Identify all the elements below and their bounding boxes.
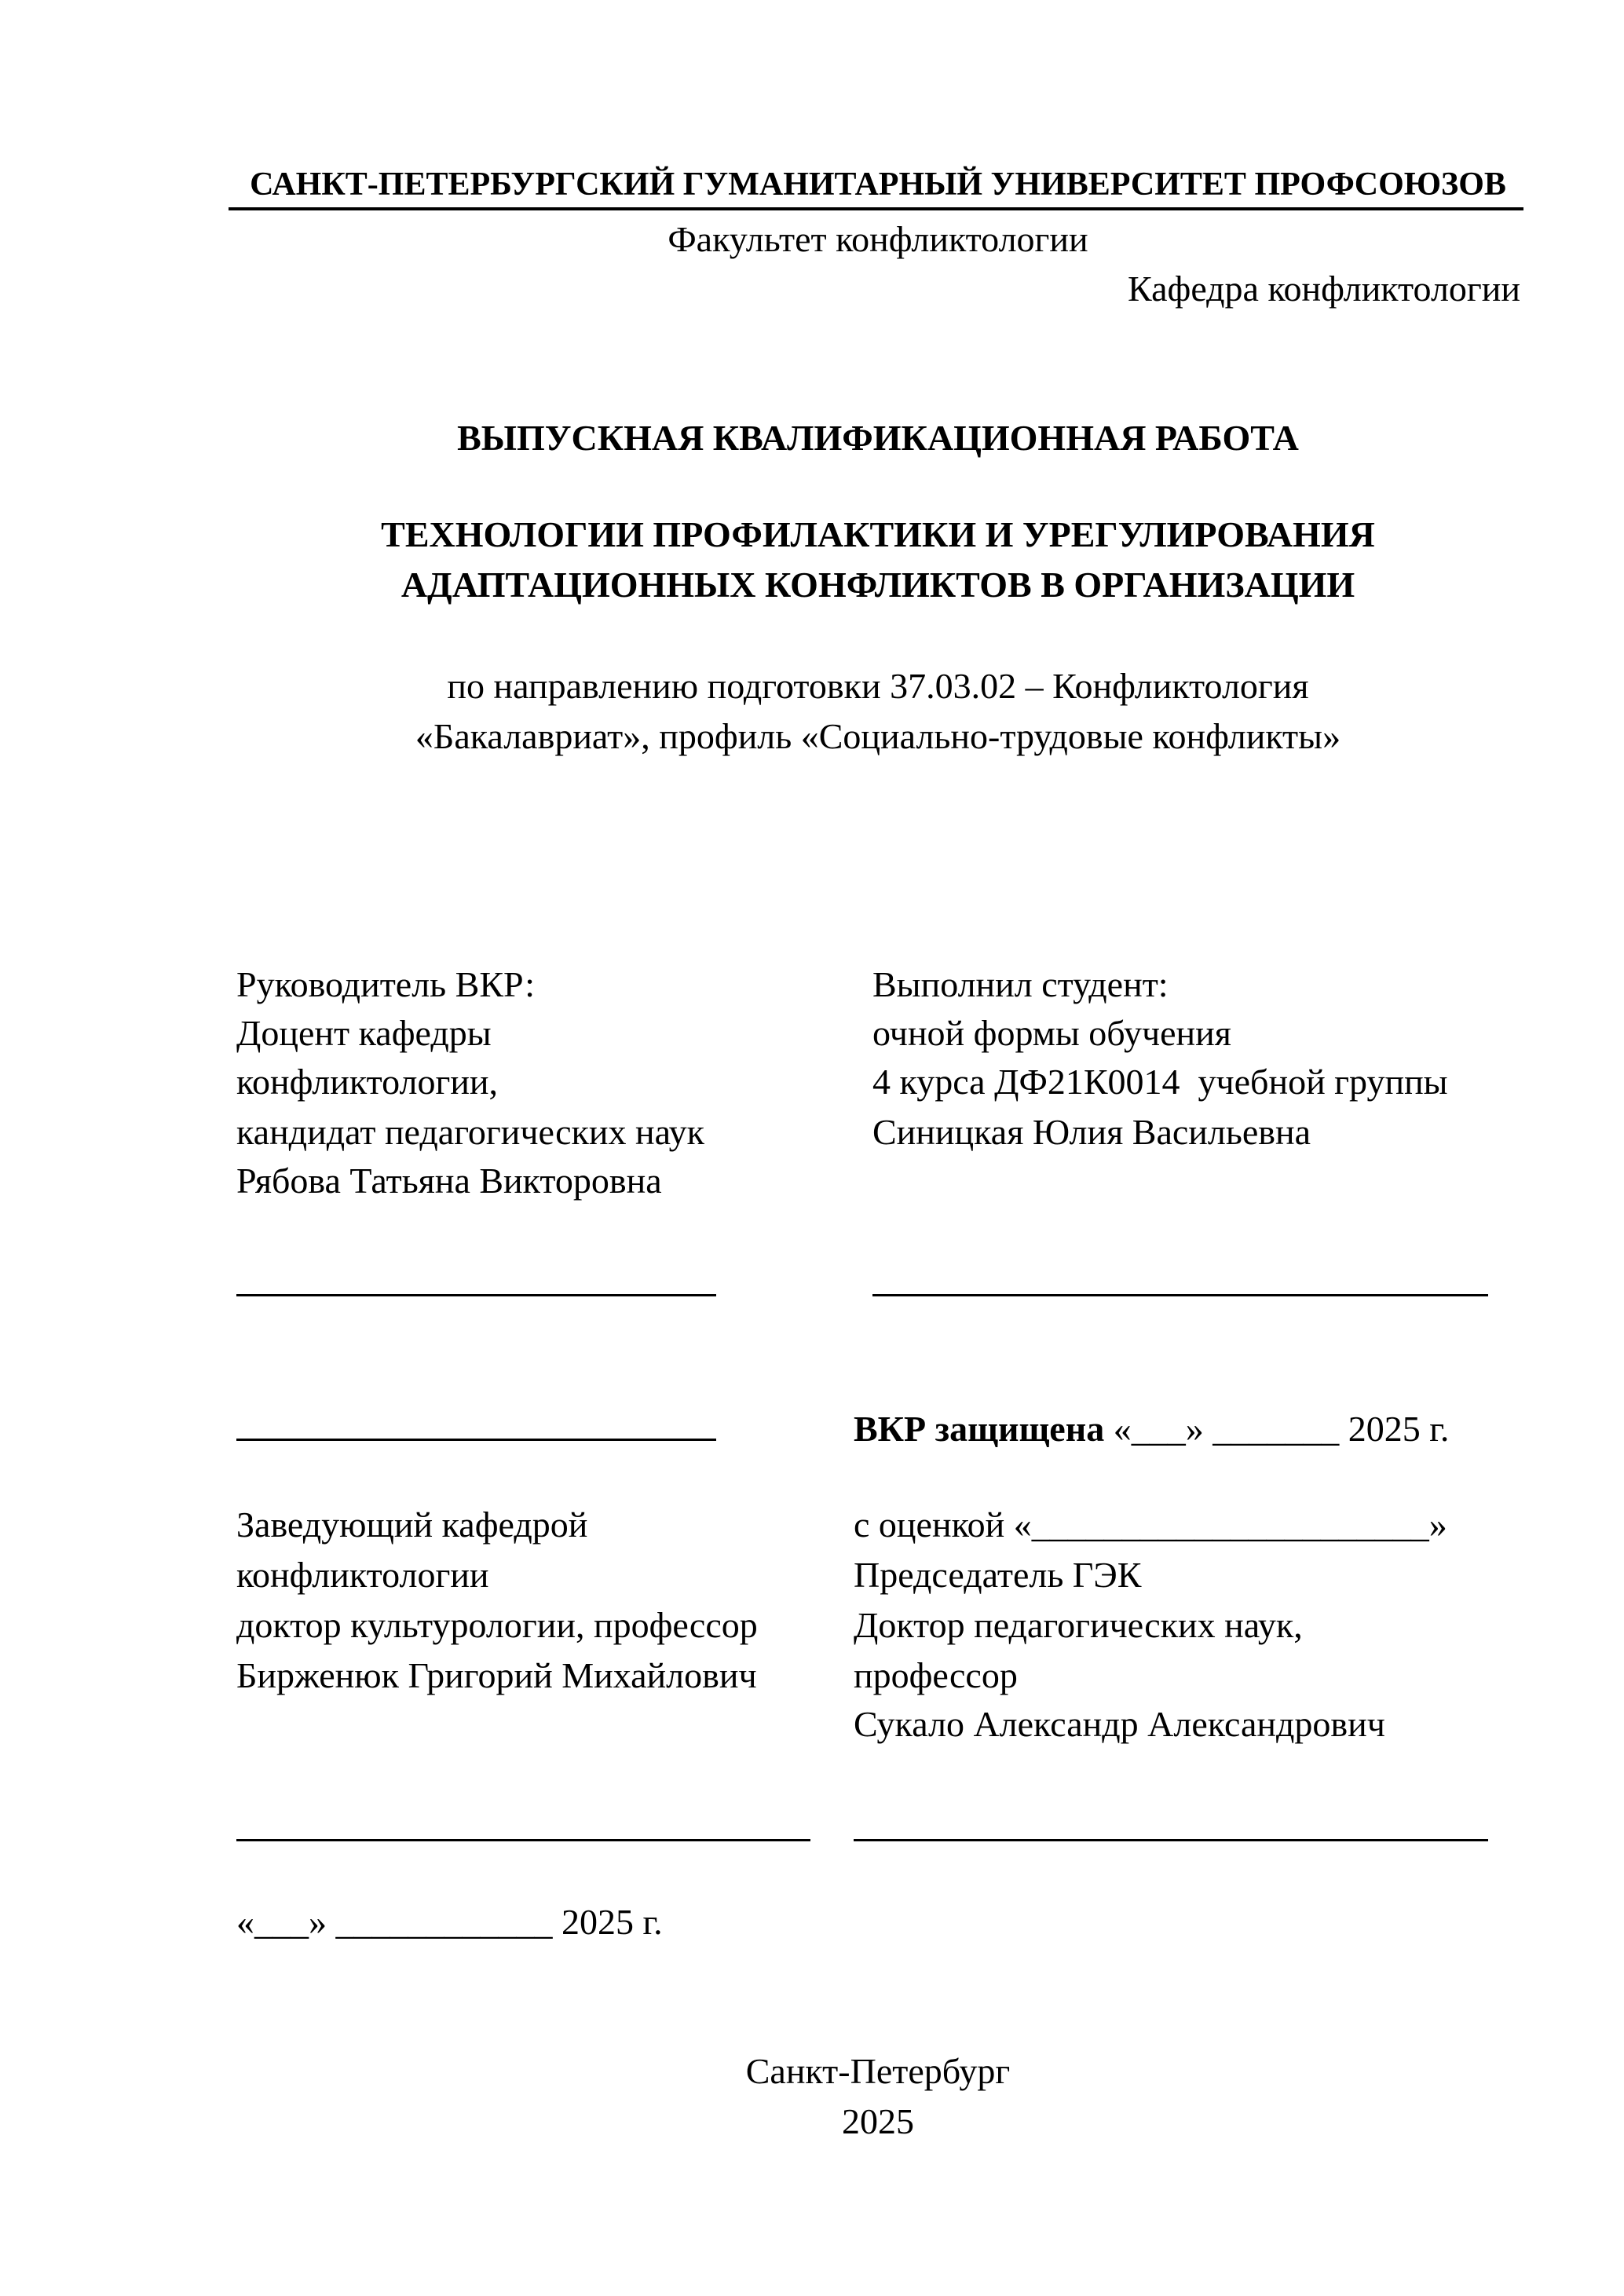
topic-line-1: ТЕХНОЛОГИИ ПРОФИЛАКТИКИ И УРЕГУЛИРОВАНИЯ: [381, 514, 1375, 554]
head-label: Заведующий кафедрой: [236, 1504, 588, 1545]
defense-date: «___» _______ 2025 г.: [1104, 1409, 1450, 1449]
department-name: Кафедра конфликтологии: [1128, 269, 1520, 309]
student-name: Синицкая Юлия Васильевна: [872, 1112, 1311, 1152]
supervisor-label: Руководитель ВКР:: [236, 964, 536, 1004]
student-group: 4 курса ДФ21К0014 учебной группы: [872, 1062, 1448, 1102]
footer-city: Санкт-Петербург: [745, 2051, 1011, 2091]
work-type: ВЫПУСКНАЯ КВАЛИФИКАЦИОННАЯ РАБОТА: [457, 418, 1299, 458]
chairman-label: Председатель ГЭК: [854, 1555, 1142, 1595]
admission-signature-line: [236, 1439, 716, 1441]
head-degree: доктор культурологии, профессор: [236, 1605, 758, 1645]
chairman-degree: Доктор педагогических наук,: [854, 1605, 1303, 1645]
supervisor-position-2: конфликтологии,: [236, 1062, 499, 1102]
topic-line-2: АДАПТАЦИОННЫХ КОНФЛИКТОВ В ОРГАНИЗАЦИИ: [401, 565, 1355, 605]
footer-year: 2025: [842, 2101, 914, 2141]
head-department: конфликтологии: [236, 1555, 489, 1595]
head-name: Бирженюк Григорий Михайлович: [236, 1655, 757, 1695]
faculty-name: Факультет конфликтологии: [668, 219, 1088, 259]
university-name: САНКТ-ПЕТЕРБУРГСКИЙ ГУМАНИТАРНЫЙ УНИВЕРСИТЕТ ПРОФСОЮЗОВ: [250, 166, 1506, 203]
direction-line-1: по направлению подготовки 37.03.02 – Конфликтология: [447, 666, 1309, 706]
student-label: Выполнил студент:: [872, 964, 1169, 1004]
head-signature-line: [236, 1839, 810, 1841]
student-signature-line: [872, 1294, 1488, 1296]
chairman-name: Сукало Александр Александрович: [854, 1704, 1385, 1744]
supervisor-position-1: Доцент кафедры: [236, 1013, 492, 1053]
supervisor-degree: кандидат педагогических наук: [236, 1112, 705, 1152]
supervisor-name: Рябова Татьяна Викторовна: [236, 1161, 662, 1201]
student-form: очной формы обучения: [872, 1013, 1231, 1053]
defense-grade: с оценкой «______________________»: [854, 1504, 1447, 1545]
defense-line: [854, 1404, 1449, 1454]
defense-label: ВКР защищена: [854, 1409, 1105, 1449]
approval-date: «___» ____________ 2025 г.: [236, 1902, 663, 1942]
header-divider: [229, 207, 1523, 210]
chairman-signature-line: [854, 1839, 1488, 1841]
direction-line-2: «Бакалавриат», профиль «Социально-трудовые конфликты»: [415, 716, 1341, 756]
supervisor-signature-line: [236, 1294, 716, 1296]
chairman-title: профессор: [854, 1655, 1018, 1695]
